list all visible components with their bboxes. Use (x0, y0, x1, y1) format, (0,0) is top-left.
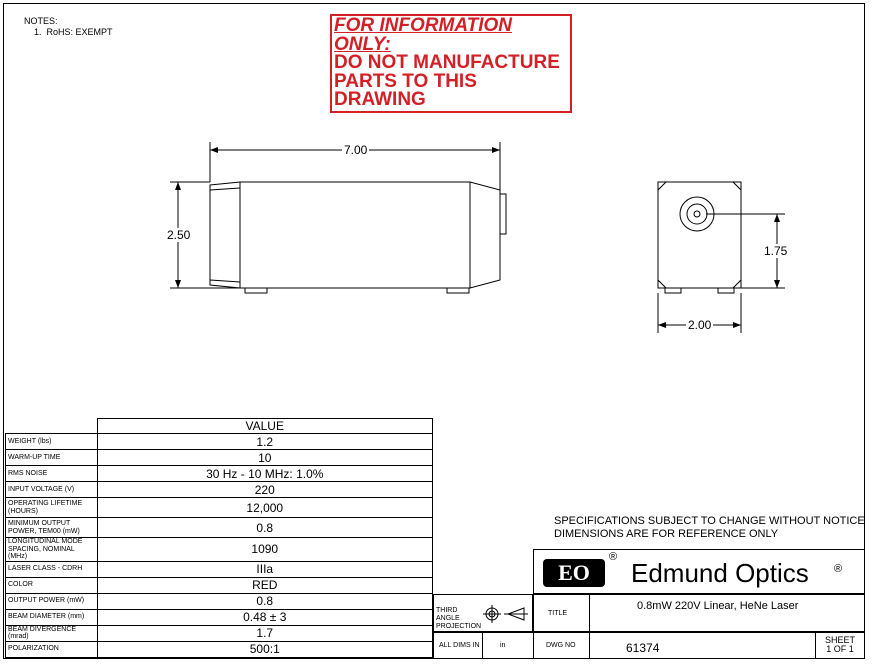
dwg-no: 61374 (626, 641, 660, 655)
dwg-no-label: DWG NO (546, 642, 576, 649)
spec-notice-line-1: SPECIFICATIONS SUBJECT TO CHANGE WITHOUT NOTICE (554, 515, 865, 527)
logo-registered-mark: ® (609, 551, 618, 563)
notes-heading: NOTES: (24, 16, 58, 26)
spec-key: BEAM DIAMETER (mm) (6, 609, 98, 625)
spec-value: 0.8 (97, 518, 433, 538)
spec-value: IIIa (97, 561, 433, 577)
title-label: TITLE (548, 610, 568, 617)
spec-value: 0.8 (97, 593, 433, 609)
spec-table (5, 418, 433, 658)
spec-value: 1.7 (97, 625, 433, 641)
spec-key: INPUT VOLTAGE (V) (6, 482, 98, 498)
spec-key: POLARIZATION (6, 641, 98, 657)
side-height-dimension: 2.50 (167, 228, 191, 242)
spec-value: 220 (97, 482, 433, 498)
warning-line-1: FOR INFORMATION ONLY: (334, 15, 513, 55)
spec-key: LASER CLASS - CDRH (6, 561, 98, 577)
sheet-block (817, 636, 863, 654)
arrowheads (175, 147, 780, 328)
spec-value: 1090 (97, 538, 433, 562)
end-height-dimension: 1.75 (764, 244, 788, 258)
drawing-title: 0.8mW 220V Linear, HeNe Laser (637, 600, 799, 612)
warning-line-2: DO NOT MANUFACTURE (334, 52, 560, 73)
spec-key: RMS NOISE (6, 466, 98, 482)
spec-key: OUTPUT POWER (mW) (6, 593, 98, 609)
spec-key: WEIGHT (lbs) (6, 434, 98, 450)
edmund-logo: EO (543, 559, 605, 587)
sheet-value: 1 OF 1 (826, 644, 854, 654)
all-dims-unit: in (500, 642, 506, 649)
spec-key: LONGITUDINAL MODE SPACING, NOMINAL (MHz) (6, 538, 98, 562)
spec-header: VALUE (97, 419, 433, 434)
side-view (170, 142, 506, 293)
note-text: RoHS: EXEMPT (46, 27, 113, 37)
warning-line-3: PARTS TO THIS DRAWING (334, 70, 477, 110)
company-registered-mark: ® (834, 563, 843, 575)
dwg-no-cell (589, 632, 816, 659)
spec-value: 0.48 ± 3 (97, 609, 433, 625)
spec-key: OPERATING LIFETIME (HOURS) (6, 498, 98, 518)
end-width-dimension: 2.00 (688, 318, 712, 332)
company-name: Edmund Optics (631, 558, 809, 588)
spec-value: 500:1 (97, 641, 433, 657)
projection-label: THIRD ANGLE PROJECTION (436, 607, 482, 630)
spec-value: 12,000 (97, 498, 433, 518)
sheet-label: SHEET (824, 635, 855, 645)
spec-notice (554, 515, 865, 540)
third-angle-projection-icon (482, 602, 530, 626)
spec-key: COLOR (6, 577, 98, 593)
note-number: 1. (34, 27, 42, 37)
spec-notice-line-2: DIMENSIONS ARE FOR REFERENCE ONLY (554, 527, 779, 540)
spec-key: MINIMUM OUTPUT POWER, TEM00 (mW) (6, 518, 98, 538)
length-dimension: 7.00 (344, 143, 368, 157)
spec-key: BEAM DIVERGENCE (mrad) (6, 625, 98, 641)
spec-key: WARM-UP TIME (6, 450, 98, 466)
all-dims-unit-cell (482, 632, 534, 659)
spec-value: 10 (97, 450, 433, 466)
spec-value: 1.2 (97, 434, 433, 450)
all-dims-label: ALL DIMS IN (439, 642, 480, 649)
spec-value: RED (97, 577, 433, 593)
spec-value: 30 Hz - 10 MHz: 1.0% (97, 466, 433, 482)
